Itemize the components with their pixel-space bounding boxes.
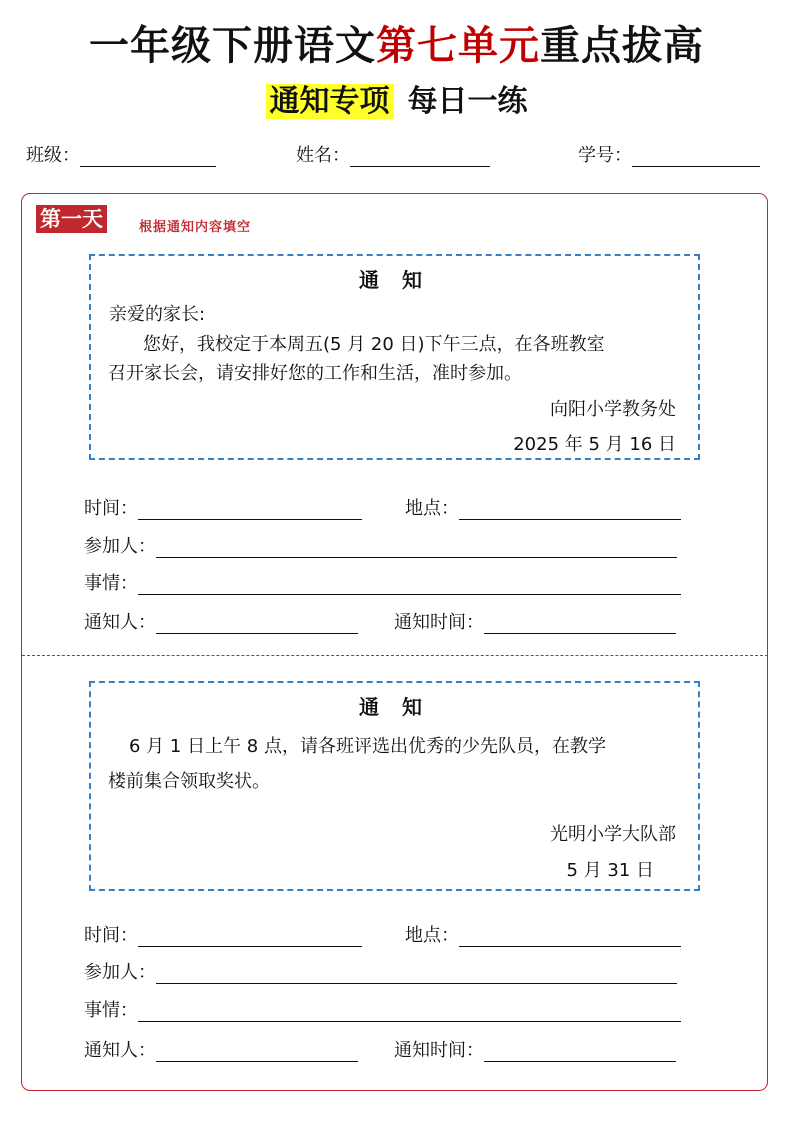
notice-2-title: 通 知 [359, 695, 430, 719]
title-part-1: 一年级下册语文 [89, 23, 376, 69]
notify-time-label: 通知时间： [394, 1040, 484, 1061]
notify-time-label: 通知时间： [394, 612, 484, 633]
notice-2-body-line-2: 楼前集合领取奖状。 [108, 771, 270, 792]
time-blank[interactable] [138, 928, 362, 947]
page-title [0, 14, 793, 71]
class-field [26, 141, 216, 167]
name-label: 姓名： [296, 145, 350, 166]
notice-2-body-line-1: 6 月 1 日上午 8 点，请各班评选出优秀的少先队员，在教学 [129, 736, 606, 757]
notice-2-signer: 光明小学大队部 [550, 824, 676, 845]
form-1-matter [84, 569, 681, 595]
notify-time-blank[interactable] [484, 615, 676, 634]
subtitle-rest: 每日一练 [407, 84, 528, 119]
notifier-label: 通知人： [84, 1040, 156, 1061]
form-1-place [405, 494, 681, 520]
name-field [296, 141, 490, 167]
place-blank[interactable] [459, 501, 681, 520]
title-part-2: 第七单元 [376, 23, 540, 69]
form-2-matter [84, 996, 681, 1022]
notifier-label: 通知人： [84, 612, 156, 633]
section-divider [22, 655, 768, 656]
matter-label: 事情： [84, 573, 138, 594]
class-label: 班级： [26, 145, 80, 166]
participants-label: 参加人： [84, 962, 156, 983]
form-1-time [84, 494, 362, 520]
notice-1-signer: 向阳小学教务处 [550, 399, 676, 420]
place-label: 地点： [405, 925, 459, 946]
id-label: 学号： [578, 145, 632, 166]
notify-time-blank[interactable] [484, 1043, 676, 1062]
notice-1-title: 通 知 [359, 268, 430, 292]
time-label: 时间： [84, 498, 138, 519]
matter-blank[interactable] [138, 1003, 681, 1022]
form-2-notify-time [394, 1036, 676, 1062]
subtitle-highlight: 通知专项 [266, 84, 394, 119]
name-blank[interactable] [350, 148, 490, 167]
participants-blank[interactable] [156, 965, 677, 984]
notifier-blank[interactable] [156, 1043, 358, 1062]
notice-1-body-line-1: 您好，我校定于本周五(5 月 20 日)下午三点，在各班教室 [143, 334, 605, 355]
page-subtitle [0, 76, 793, 120]
participants-label: 参加人： [84, 536, 156, 557]
form-1-notifier [84, 608, 358, 634]
form-2-time [84, 921, 362, 947]
id-blank[interactable] [632, 148, 760, 167]
time-blank[interactable] [138, 501, 362, 520]
form-1-participants [84, 532, 677, 558]
place-blank[interactable] [459, 928, 681, 947]
notice-box-1 [89, 254, 700, 460]
id-field [578, 141, 760, 167]
participants-blank[interactable] [156, 539, 677, 558]
place-label: 地点： [405, 498, 459, 519]
class-blank[interactable] [80, 148, 216, 167]
form-2-notifier [84, 1036, 358, 1062]
day-badge: 第一天 [36, 205, 107, 233]
form-2-place [405, 921, 681, 947]
matter-blank[interactable] [138, 576, 681, 595]
instruction-text: 根据通知内容填空 [139, 220, 252, 235]
matter-label: 事情： [84, 1000, 138, 1021]
notifier-blank[interactable] [156, 615, 358, 634]
notice-1-greeting: 亲爱的家长: [109, 304, 206, 325]
form-1-notify-time [394, 608, 676, 634]
notice-2-date: 5 月 31 日 [566, 860, 654, 881]
notice-box-2 [89, 681, 700, 891]
title-part-3: 重点拔高 [540, 23, 704, 69]
form-2-participants [84, 958, 677, 984]
notice-1-date: 2025 年 5 月 16 日 [513, 434, 676, 455]
time-label: 时间： [84, 925, 138, 946]
notice-1-body-line-2: 召开家长会，请安排好您的工作和生活，准时参加。 [108, 363, 522, 384]
